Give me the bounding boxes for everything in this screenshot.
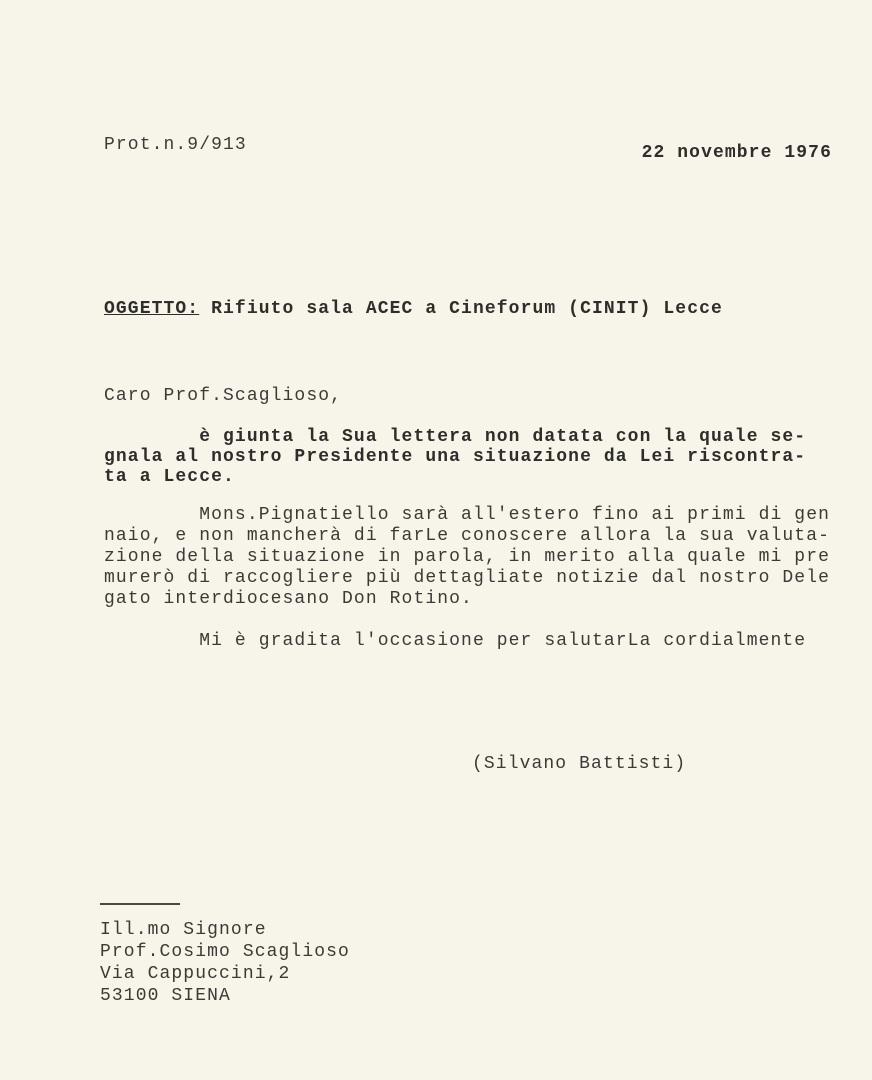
text-line: murerò di raccogliere più dettagliate notizie dal nostro Dele xyxy=(104,568,831,588)
address-line: Via Cappuccini,2 xyxy=(100,964,291,984)
subject-label: OGGETTO: xyxy=(104,299,200,319)
letter-date: 22 novembre 1976 xyxy=(641,143,832,163)
text-line: zione della situazione in parola, in merito alla quale mi pre xyxy=(104,547,831,567)
text-line: Mons.Pignatiello sarà all'estero fino ai primi di gen xyxy=(104,505,831,525)
salutation: Caro Prof.Scaglioso, xyxy=(104,386,343,406)
address-line: 53100 SIENA xyxy=(100,986,231,1006)
text-line: è giunta la Sua lettera non datata con la quale se- xyxy=(104,427,807,447)
address-line: Ill.mo Signore xyxy=(100,920,267,940)
text-line: ta a Lecce. xyxy=(104,467,235,487)
closing-line: Mi è gradita l'occasione per salutarLa cordialmente xyxy=(104,631,807,651)
text-line: naio, e non mancherà di farLe conoscere allora la sua valuta- xyxy=(104,526,831,546)
address-line: Prof.Cosimo Scaglioso xyxy=(100,942,350,962)
subject-line xyxy=(104,299,723,319)
signature: (Silvano Battisti) xyxy=(472,754,687,774)
divider xyxy=(100,903,180,905)
subject-text: Rifiuto sala ACEC a Cineforum (CINIT) Lecce xyxy=(199,299,723,319)
protocol-number: Prot.n.9/913 xyxy=(104,135,247,155)
text-line: gnala al nostro Presidente una situazione da Lei riscontra- xyxy=(104,447,807,467)
text-line: gato interdiocesano Don Rotino. xyxy=(104,589,473,609)
